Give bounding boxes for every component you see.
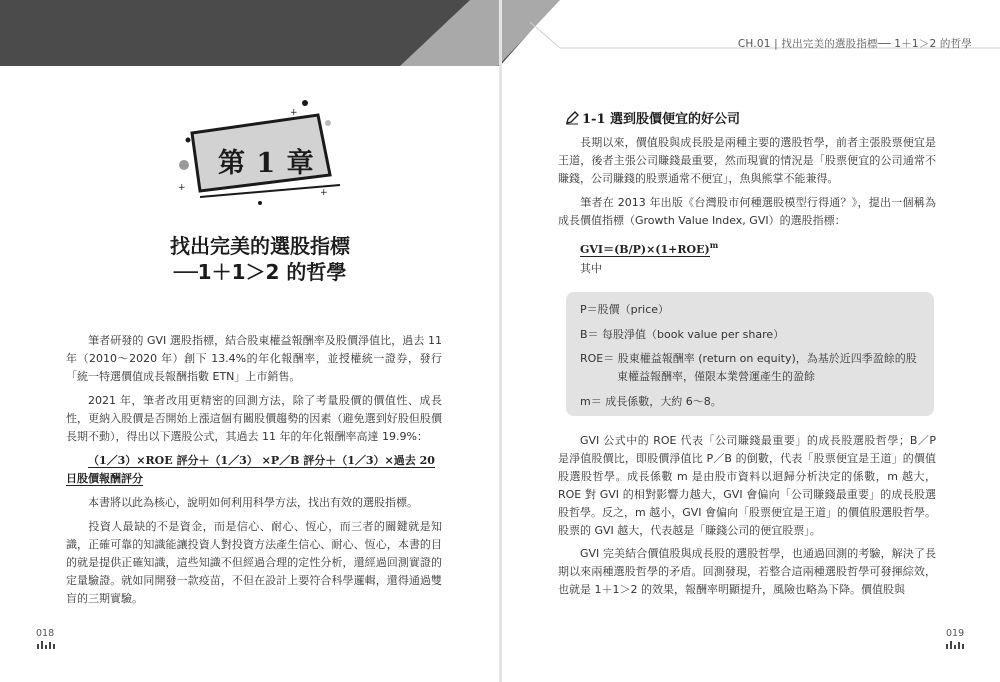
book-gutter — [499, 0, 502, 682]
section-heading — [565, 108, 740, 127]
right-paragraph-3 — [558, 432, 936, 540]
left-para4-text: 投資人最缺的不是資金，而是信心、耐心、恆心，而三者的關鍵就是知識，正確可靠的知識能讓投資人對投資方法產生信心、耐心、恆心，本書的目的就是提供正確知識，這些知識不但經過合理的定性分析，還經過回測實證的定量驗證。就如同開發一款疫苗，不但在設計上要符合科學邏輯，還得通過雙盲的三期實驗。 — [66, 520, 442, 605]
left-para2-text: 2021 年，筆者改用更精密的回測方法，除了考量股價的價值性、成長性，更納入股價是否開始上漲這個有關股價趨勢的因素（避免選到好股但股價長期不動），得出以下選股公式，其過去 11 年的年化報酬率高達 19.9%： — [66, 394, 442, 443]
where-label: 其中 — [580, 262, 602, 275]
section-title: 1-1 選到股價便宜的好公司 — [582, 112, 741, 127]
right-para1-text: 長期以來，價值股與成長股是兩種主要的選股哲學，前者主張股票便宜是王道，後者主張公司賺錢最重要，然而現實的情況是「股票便宜的公司通常不賺錢，公司賺錢的股票通常不便宜」，魚與熊掌不能兼得。 — [558, 136, 936, 185]
left-formula — [66, 452, 444, 488]
chapter-title-line1: 找出完美的選股指標 — [170, 234, 350, 258]
right-para3-text: GVI 公式中的 ROE 代表「公司賺錢最重要」的成長股選股哲學；B／P 是淨值股價比，即股價淨值比 P／B 的倒數，代表「股票便宜是王道」的價值股選股哲學。成長係數 m 是由股市資料以迴歸分析決定的係數，m 越大，ROE 對 GVI 的相對影響力越大，GVI 會偏向「公司賺錢最重要」的成長股選股哲學。反之，m 越小，GVI 會偏向「股票便宜是王道」的價值股選股哲學。股票的 GVI 越大，代表越是「賺錢公司的便宜股票」。 — [558, 434, 936, 537]
def-roe-line2: 東權益報酬率，僅限本業營運產生的盈餘 — [617, 370, 815, 383]
gvi-formula — [580, 236, 718, 259]
right-paragraph-1 — [558, 134, 936, 188]
gvi-formula-text: GVI＝(B/P)×(1+ROE) — [580, 242, 710, 256]
running-head: CH.01 | 找出完美的選股指標── 1＋1＞2 的哲學 — [737, 38, 972, 50]
def-growth-coefficient: m＝ 成長係數，大約 6～8。 — [580, 395, 722, 408]
left-page-number: 018 — [36, 628, 55, 639]
right-paragraph-2 — [558, 194, 936, 230]
left-paragraph-2 — [66, 392, 442, 446]
right-paragraph-4 — [558, 545, 936, 599]
badge-dot — [302, 100, 308, 106]
left-formula-text: （1／3）×ROE 評分＋（1／3） ×P／B 評分＋（1／3）×過去 20 日股價報酬評分 — [66, 454, 435, 485]
badge-dot — [179, 160, 189, 170]
right-para4-text: GVI 完美結合價值股與成長股的選股哲學，也通過回測的考驗，解決了長期以來兩種選股哲學的矛盾。回測發現，若整合這兩種選股哲學可發揮綜效，也就是 1＋1＞2 的效果，報酬率明顯提升，風險也略為下降。價值股與 — [558, 547, 936, 596]
chapter-title-line2: ──1＋1＞2 的哲學 — [173, 260, 347, 284]
left-paragraph-3 — [66, 494, 442, 512]
right-para2-text: 筆者在 2013 年出版《台灣股市何種選股模型行得通？》，提出一個稱為成長價值指標（Growth Value Index, GVI）的選股指標： — [558, 196, 936, 227]
def-price: P＝股價（price） — [580, 303, 670, 316]
badge-dot — [258, 201, 262, 205]
left-paragraph-1 — [66, 332, 442, 386]
badge-dot — [325, 120, 331, 126]
right-bars-icon — [946, 641, 964, 649]
gvi-formula-exponent: m — [709, 240, 719, 250]
sparkle-icon: + — [320, 188, 328, 198]
left-paragraph-4 — [66, 518, 442, 608]
sparkle-icon: + — [178, 183, 186, 193]
def-book-value: B＝ 每股淨值（book value per share） — [580, 328, 785, 341]
chapter-label: 第 1 章 — [218, 148, 315, 179]
sparkle-icon: + — [290, 108, 298, 118]
right-page-number: 019 — [946, 628, 965, 639]
def-roe-line1: ROE＝ 股東權益報酬率 (return on equity)，為基於近四季盈餘的股 — [580, 352, 917, 365]
pen-icon — [565, 111, 579, 125]
left-para3-text: 本書將以此為核心，說明如何利用科學方法，找出有效的選股指標。 — [88, 496, 418, 509]
left-para1-text: 筆者研發的 GVI 選股指標，結合股東權益報酬率及股價淨值比，過去 11 年（2010～2020 年）創下 13.4%的年化報酬率，並授權統一證券，發行「統一特選價值成長報酬指數 ETN」上市銷售。 — [66, 334, 442, 383]
left-bars-icon — [37, 641, 55, 649]
badge-dot — [186, 138, 191, 143]
